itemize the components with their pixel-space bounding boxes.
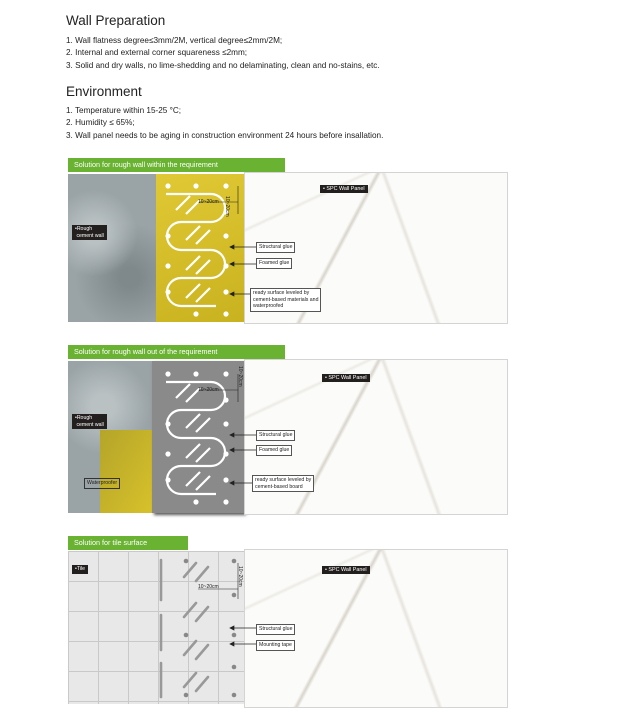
panel-label: • SPC Wall Panel <box>322 374 370 382</box>
callout-structural-glue: Structural glue <box>256 242 295 253</box>
wall-prep-line: 1. Wall flatness degree≤3mm/2M, vertical degree≤2mm/2M; <box>66 36 283 45</box>
callout-structural-glue: Structural glue <box>256 624 295 635</box>
callout-arrows <box>220 622 260 652</box>
spacing-vertical-label: 10~20cm <box>224 196 230 217</box>
environment-line: 2. Humidity ≤ 65%; <box>66 118 135 127</box>
spacing-horizontal-label: 10~20cm <box>198 584 219 590</box>
spacing-horizontal-label: 10~20cm <box>198 199 219 205</box>
section-heading: Solution for rough wall within the requirement <box>68 158 285 172</box>
spacing-vertical-label: 10~20cm <box>237 366 243 387</box>
callout-ready-surface: ready surface leveled by cement-based materials and waterproofed <box>250 288 321 312</box>
environment-line: 1. Temperature within 15-25 °C; <box>66 106 182 115</box>
callout-foamed-glue: Foamed glue <box>256 258 292 269</box>
panel-label: • SPC Wall Panel <box>320 185 368 193</box>
callout-foamed-glue: Foamed glue <box>256 445 292 456</box>
waterproofer-label: Waterproofer <box>84 478 120 489</box>
waterproofer-layer <box>100 430 156 513</box>
callout-ready-surface: ready surface leveled by cement-based board <box>252 475 314 492</box>
rough-cement-wall <box>68 174 156 322</box>
panel-label: • SPC Wall Panel <box>322 566 370 574</box>
environment-title: Environment <box>66 84 142 99</box>
section-heading: Solution for tile surface <box>68 536 188 550</box>
wall-prep-line: 3. Solid and dry walls, no lime-shedding and no delaminating, clean and no-stains, etc. <box>66 61 380 70</box>
wall-preparation-title: Wall Preparation <box>66 13 166 28</box>
callout-structural-glue: Structural glue <box>256 430 295 441</box>
callout-mounting-tape: Mounting tape <box>256 640 295 651</box>
section-heading: Solution for rough wall out of the requirement <box>68 345 285 359</box>
wall-label: •Rough cement wall <box>72 414 107 429</box>
environment-line: 3. Wall panel needs to be aging in construction environment 24 hours before insallation. <box>66 131 384 140</box>
wall-label: •Rough cement wall <box>72 225 107 240</box>
spacing-vertical-label: 10~20cm <box>237 566 243 587</box>
wall-prep-line: 2. Internal and external corner squareness ≤2mm; <box>66 48 248 57</box>
spacing-horizontal-label: 10~20cm <box>198 387 219 393</box>
wall-label: •Tile <box>72 565 88 574</box>
